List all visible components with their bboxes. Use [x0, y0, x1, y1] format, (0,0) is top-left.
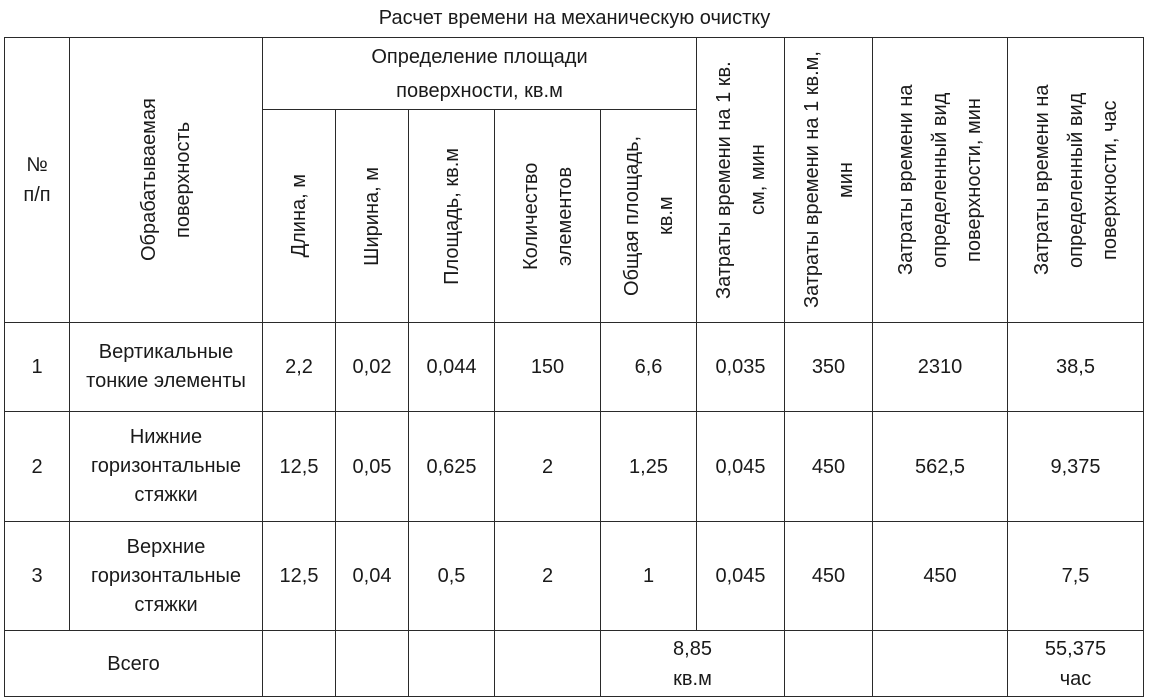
row-area: 0,044 [409, 323, 495, 412]
row-length: 12,5 [263, 522, 336, 631]
row-surface [70, 522, 263, 631]
header-num-line2: п/п [23, 184, 51, 206]
header-surface-cell [70, 38, 263, 323]
header-area-group-text: Определение площади поверхности, кв.м [371, 45, 588, 102]
row-surface-text: Верхние горизонтальные стяжки [90, 535, 242, 616]
row-time-hour: 38,5 [1008, 323, 1144, 412]
row-time-hour: 7,5 [1008, 522, 1144, 631]
document-title: Расчет времени на механическую очистку [378, 7, 771, 29]
row-surface-text: Нижние горизонтальные стяжки [90, 426, 242, 506]
row-num: 1 [5, 323, 70, 412]
header-area-group [263, 38, 697, 110]
total-area-value: 8,85 [673, 637, 712, 660]
row-surface [70, 323, 263, 412]
header-time-m: Затраты времени на 1 кв.м, мин [800, 51, 857, 309]
total-hour-unit: час [1059, 667, 1092, 690]
row-count: 2 [495, 522, 601, 631]
row-time-m: 450 [785, 412, 873, 522]
total-time-hour-sum [1008, 631, 1144, 697]
row-time-hour: 9,375 [1008, 412, 1144, 522]
row-time-cm: 0,045 [697, 412, 785, 522]
header-area: Площадь, кв.м [440, 147, 463, 285]
row-count: 2 [495, 412, 601, 522]
table-row [5, 522, 1144, 631]
row-total-area: 1 [601, 522, 697, 631]
cleaning-time-table [4, 37, 1144, 697]
header-area-cell [409, 110, 495, 323]
row-time-cm: 0,045 [697, 522, 785, 631]
total-empty [336, 631, 409, 697]
header-time-m-cell [785, 38, 873, 323]
total-row [5, 631, 1144, 697]
total-label: Всего [5, 631, 263, 697]
header-total-area: Общая площадь, кв.м [620, 135, 677, 297]
row-total-area: 6,6 [601, 323, 697, 412]
table-row [5, 412, 1144, 522]
row-count: 150 [495, 323, 601, 412]
header-time-type-hour: Затраты времени на определенный вид поверхности, час [1030, 84, 1121, 276]
row-surface-text: Вертикальные тонкие элементы [86, 341, 246, 392]
header-time-cm-cell [697, 38, 785, 323]
header-time-type-min: Затраты времени на определенный вид поверхности, мин [895, 84, 985, 276]
row-time-m: 450 [785, 522, 873, 631]
total-hour-value: 55,375 [1044, 637, 1107, 660]
row-time-cm: 0,035 [697, 323, 785, 412]
header-time-cm: Затраты времени на 1 кв. см, мин [712, 61, 769, 299]
row-time-m: 350 [785, 323, 873, 412]
header-time-type-hour-cell [1008, 38, 1144, 323]
header-width: Ширина, м [361, 166, 383, 266]
header-total-area-cell [601, 110, 697, 323]
header-num [5, 38, 70, 323]
total-empty [495, 631, 601, 697]
total-area-unit: кв.м [673, 667, 712, 690]
header-length-cell [263, 110, 336, 323]
total-empty [409, 631, 495, 697]
total-empty [263, 631, 336, 697]
header-count-cell [495, 110, 601, 323]
header-length: Длина, м [288, 174, 310, 258]
row-width: 0,02 [336, 323, 409, 412]
row-length: 2,2 [263, 323, 336, 412]
row-num: 2 [5, 412, 70, 522]
table-row [5, 323, 1144, 412]
row-width: 0,05 [336, 412, 409, 522]
total-area-sum [601, 631, 785, 697]
row-surface [70, 412, 263, 522]
total-empty [873, 631, 1008, 697]
row-length: 12,5 [263, 412, 336, 522]
row-time-min: 450 [873, 522, 1008, 631]
row-area: 0,625 [409, 412, 495, 522]
row-width: 0,04 [336, 522, 409, 631]
row-num: 3 [5, 522, 70, 631]
header-count: Количество элементов [519, 162, 576, 270]
header-width-cell [336, 110, 409, 323]
row-time-min: 2310 [873, 323, 1008, 412]
header-surface: Обрабатываемая поверхность [138, 98, 194, 262]
row-total-area: 1,25 [601, 412, 697, 522]
header-num-line1: № [26, 154, 48, 176]
total-empty [785, 631, 873, 697]
row-area: 0,5 [409, 522, 495, 631]
row-time-min: 562,5 [873, 412, 1008, 522]
header-time-type-min-cell [873, 38, 1008, 323]
